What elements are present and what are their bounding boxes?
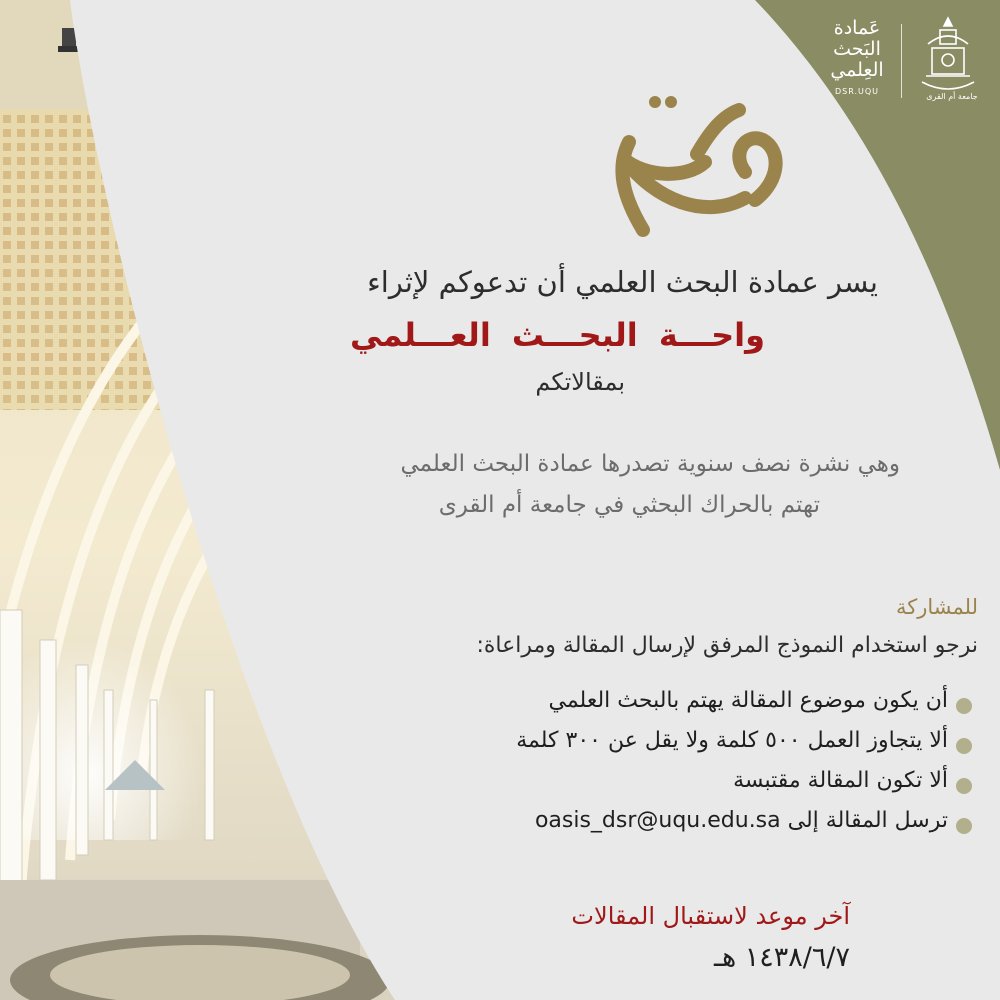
participation-list <box>516 688 972 848</box>
dsr-logo-line2: البَحث <box>833 38 881 60</box>
uqu-emblem-icon <box>914 14 982 104</box>
dsr-logo <box>822 18 892 96</box>
deadline-heading: آخر موعد لاستقبال المقالات <box>571 902 850 930</box>
participation-heading: للمشاركة <box>895 595 978 619</box>
uqu-name: جامعة أم القرى <box>926 92 978 101</box>
dsr-logo-line1: عَمادة <box>833 17 881 39</box>
dsr-logo-line3: العِلمي <box>830 59 884 81</box>
description-line1: وهي نشرة نصف سنوية تصدرها عمادة البحث العلمي <box>400 451 900 477</box>
dsr-logo-tag: DSR.UQU <box>834 87 880 96</box>
bullet-dot-icon <box>956 778 972 794</box>
list-item <box>516 728 972 768</box>
list-item <box>516 768 972 808</box>
list-item <box>516 688 972 728</box>
logos <box>818 14 988 104</box>
bullet-dot-icon <box>956 698 972 714</box>
participation-intro: نرجو استخدام النموذج المرفق لإرسال المقالة ومراعاة: <box>476 633 978 658</box>
logo-divider <box>901 24 902 98</box>
oasis-title: واحـــة البحـــث العـــلمي <box>350 316 765 354</box>
bullet-dot-icon <box>956 738 972 754</box>
bullet-text: ألا يتجاوز العمل ٥٠٠ كلمة ولا يقل عن ٣٠٠ كلمة <box>516 728 948 753</box>
bullet-dot-icon <box>956 818 972 834</box>
invitation-articles: بمقالاتكم <box>535 368 625 396</box>
bullet-text: ألا تكون المقالة مقتبسة <box>733 768 948 793</box>
invitation-intro: يسر عمادة البحث العلمي أن تدعوكم لإثراء <box>367 265 878 299</box>
email-text: ترسل المقالة إلى oasis_dsr@uqu.edu.sa <box>534 808 948 833</box>
deadline-date: ١٤٣٨/٦/٧ هـ <box>714 942 850 973</box>
description-line2: تهتم بالحراك البحثي في جامعة أم القرى <box>438 492 820 518</box>
bullet-text: أن يكون موضوع المقالة يهتم بالبحث العلمي <box>548 688 948 713</box>
calligraphy-title <box>585 80 795 240</box>
list-item <box>516 808 972 848</box>
